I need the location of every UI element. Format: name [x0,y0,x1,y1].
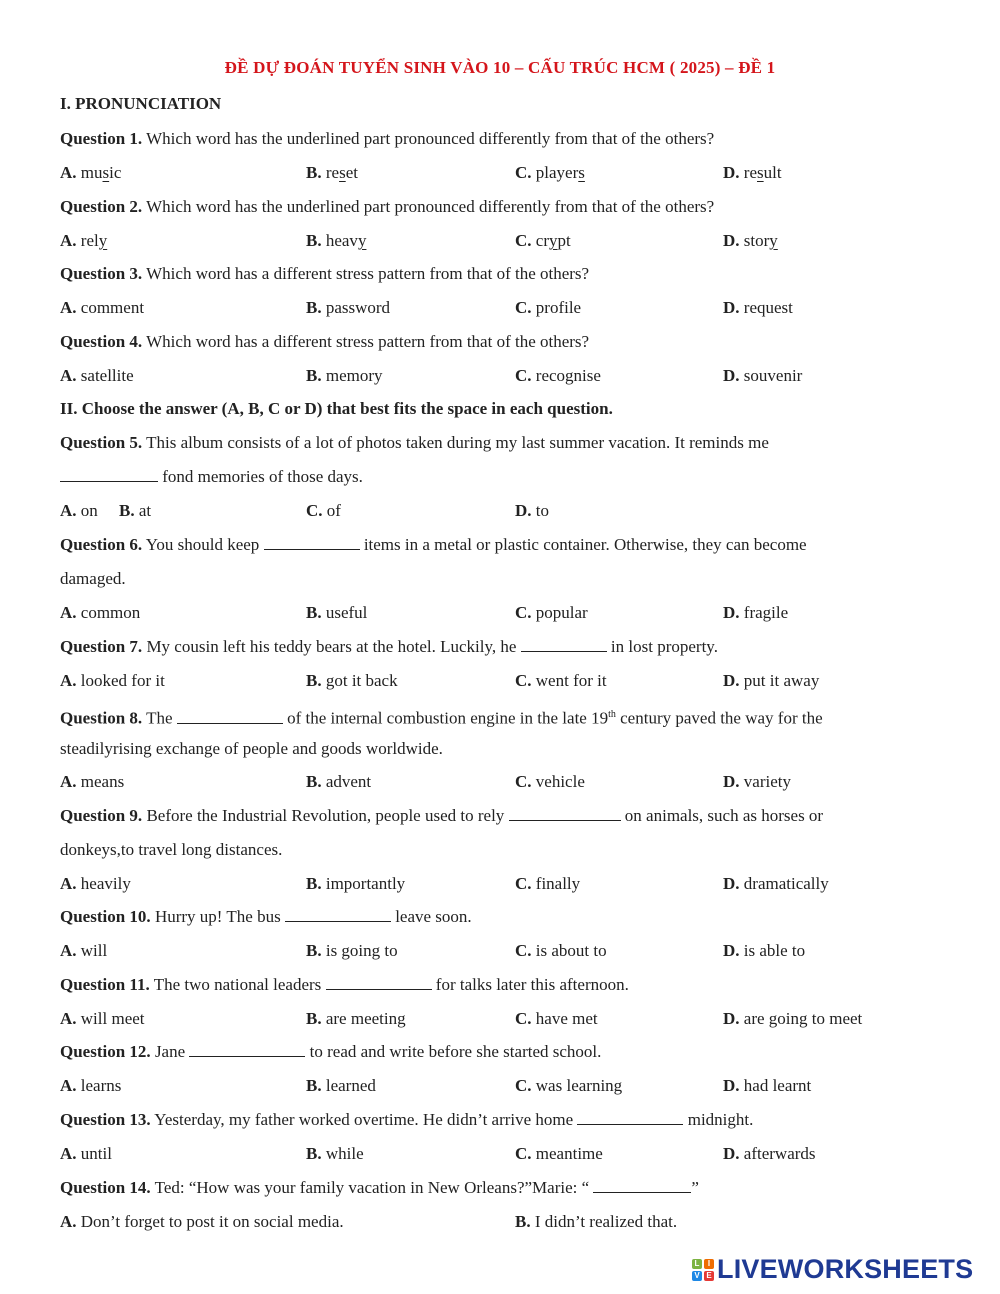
q7-option-a[interactable]: A. looked for it [60,671,165,690]
q14-option-b[interactable]: B. I didn’t realized that. [515,1212,678,1231]
section-heading-pronunciation: I. PRONUNCIATION [60,94,222,113]
q11-option-b[interactable]: B. are meeting [306,1009,406,1028]
answer-blank[interactable] [509,806,621,821]
q6-option-b[interactable]: B. useful [306,603,368,622]
question-label: Question 14. [60,1178,151,1197]
answer-blank[interactable] [326,975,432,990]
q3-option-d[interactable]: D. request [723,298,793,317]
question-label: Question 5. [60,433,143,452]
question-label: Question 4. [60,332,143,351]
question-4 [60,331,589,353]
q8-option-c[interactable]: C. vehicle [515,772,585,791]
question-label: Question 11. [60,975,150,994]
question-text: This album consists of a lot of photos taken during my last summer vacation. It reminds me [142,433,769,452]
question-text: Which word has a different stress pattern from that of the others? [142,264,590,283]
q5-option-c[interactable]: C. of [306,501,341,520]
question-8: Question 8. The of the internal combustion engine in the late 19th century paved the way for the [60,708,823,728]
question-label: Question 3. [60,264,143,283]
q4-option-a[interactable]: A. satellite [60,366,134,385]
q4-option-c[interactable]: C. recognise [515,366,601,385]
question-6-continued: damaged. [60,569,126,588]
q8-option-a[interactable]: A. means [60,772,125,791]
q5-option-a[interactable]: A. on [60,501,98,520]
question-13: Question 13. Yesterday, my father worked overtime. He didn’t arrive home midnight. [60,1110,754,1129]
q3-option-c[interactable]: C. profile [515,298,582,317]
question-3 [60,263,589,285]
answer-blank[interactable] [577,1110,683,1125]
q12-option-c[interactable]: C. was learning [515,1076,623,1095]
answer-blank[interactable] [264,535,360,550]
question-7: Question 7. My cousin left his teddy bears at the hotel. Luckily, he in lost property. [60,637,718,656]
q6-option-c[interactable]: C. popular [515,603,588,622]
q11-option-c[interactable]: C. have met [515,1009,598,1028]
answer-blank[interactable] [285,907,391,922]
q10-option-a[interactable]: A. will [60,941,108,960]
q10-option-b[interactable]: B. is going to [306,941,398,960]
liveworksheets-logo[interactable] [692,1254,973,1285]
q11-option-d[interactable]: D. are going to meet [723,1009,863,1028]
page-title: ĐỀ DỰ ĐOÁN TUYỂN SINH VÀO 10 – CẤU TRÚC HCM ( 2025) – ĐỀ 1 [224,58,776,77]
answer-blank[interactable] [60,467,158,482]
question-label: Question 9. [60,806,143,825]
q11-option-a[interactable]: A. will meet [60,1009,145,1028]
q6-option-a[interactable]: A. common [60,603,141,622]
q1-option-a[interactable]: A. music [60,163,122,182]
question-6: Question 6. You should keep items in a metal or plastic container. Otherwise, they can become [60,535,807,554]
question-text: fond memories of those days. [158,467,363,486]
question-5 [60,432,769,454]
q7-option-c[interactable]: C. went for it [515,671,607,690]
answer-blank[interactable] [189,1042,305,1057]
question-10: Question 10. Hurry up! The bus leave soon. [60,907,472,926]
q4-option-d[interactable]: D. souvenir [723,366,803,385]
question-12: Question 12. Jane to read and write before she started school. [60,1042,602,1061]
question-text: Which word has a different stress pattern from that of the others? [142,332,590,351]
question-2 [60,196,714,218]
q12-option-b[interactable]: B. learned [306,1076,376,1095]
q5-option-d[interactable]: D. to [515,501,550,520]
q2-option-c[interactable]: C. crypt [515,231,571,250]
question-label: Question 13. [60,1110,151,1129]
q5-option-b[interactable]: B. at [119,501,152,520]
question-text: Which word has the underlined part pronounced differently from that of the others? [142,197,715,216]
question-1 [60,128,714,150]
q10-option-d[interactable]: D. is able to [723,941,806,960]
answer-blank[interactable] [593,1178,691,1193]
q1-option-d[interactable]: D. result [723,163,782,182]
question-label: Question 12. [60,1042,151,1061]
question-14: Question 14. Ted: “How was your family vacation in New Orleans?”Marie: “ ” [60,1178,699,1197]
q13-option-d[interactable]: D. afterwards [723,1144,816,1163]
q12-option-a[interactable]: A. learns [60,1076,122,1095]
q3-option-b[interactable]: B. password [306,298,391,317]
q6-option-d[interactable]: D. fragile [723,603,789,622]
q13-option-b[interactable]: B. while [306,1144,364,1163]
q14-option-a[interactable]: A. Don’t forget to post it on social media. [60,1212,344,1231]
q9-option-b[interactable]: B. importantly [306,874,406,893]
q7-option-d[interactable]: D. put it away [723,671,820,690]
question-label: Question 6. [60,535,143,554]
q12-option-d[interactable]: D. had learnt [723,1076,812,1095]
q9-option-a[interactable]: A. heavily [60,874,131,893]
q9-option-c[interactable]: C. finally [515,874,581,893]
question-label: Question 10. [60,907,151,926]
question-8-continued: steadilyrising exchange of people and goods worldwide. [60,739,443,758]
q4-option-b[interactable]: B. memory [306,366,383,385]
q10-option-c[interactable]: C. is about to [515,941,607,960]
q2-option-b[interactable]: B. heavy [306,231,367,250]
answer-blank[interactable] [521,637,607,652]
q13-option-a[interactable]: A. until [60,1144,112,1163]
liveworksheets-logo-icon: L I V E [692,1259,714,1281]
q3-option-a[interactable]: A. comment [60,298,145,317]
q8-option-b[interactable]: B. advent [306,772,372,791]
question-label: Question 2. [60,197,143,216]
q7-option-b[interactable]: B. got it back [306,671,398,690]
question-9: Question 9. Before the Industrial Revolution, people used to rely on animals, such as horses or [60,806,824,825]
question-5-continued [60,466,363,488]
logo-wordmark: LIVEWORKSHEETS [717,1254,974,1284]
q2-option-a[interactable]: A. rely [60,231,108,250]
answer-blank[interactable] [177,709,283,724]
question-label: Question 1. [60,129,143,148]
q2-option-d[interactable]: D. story [723,231,778,250]
q1-option-c[interactable]: C. players [515,163,585,182]
q13-option-c[interactable]: C. meantime [515,1144,603,1163]
q1-option-b[interactable]: B. reset [306,163,358,182]
question-text: Which word has the underlined part pronounced differently from that of the others? [142,129,715,148]
q9-option-d[interactable]: D. dramatically [723,874,829,893]
question-label: Question 7. [60,637,143,656]
q8-option-d[interactable]: D. variety [723,772,791,791]
question-9-continued: donkeys,to travel long distances. [60,840,283,859]
question-11: Question 11. The two national leaders for talks later this afternoon. [60,975,629,994]
question-label: Question 8. [60,708,143,728]
section-heading-choose-answer: II. Choose the answer (A, B, C or D) that best fits the space in each question. [60,399,613,418]
